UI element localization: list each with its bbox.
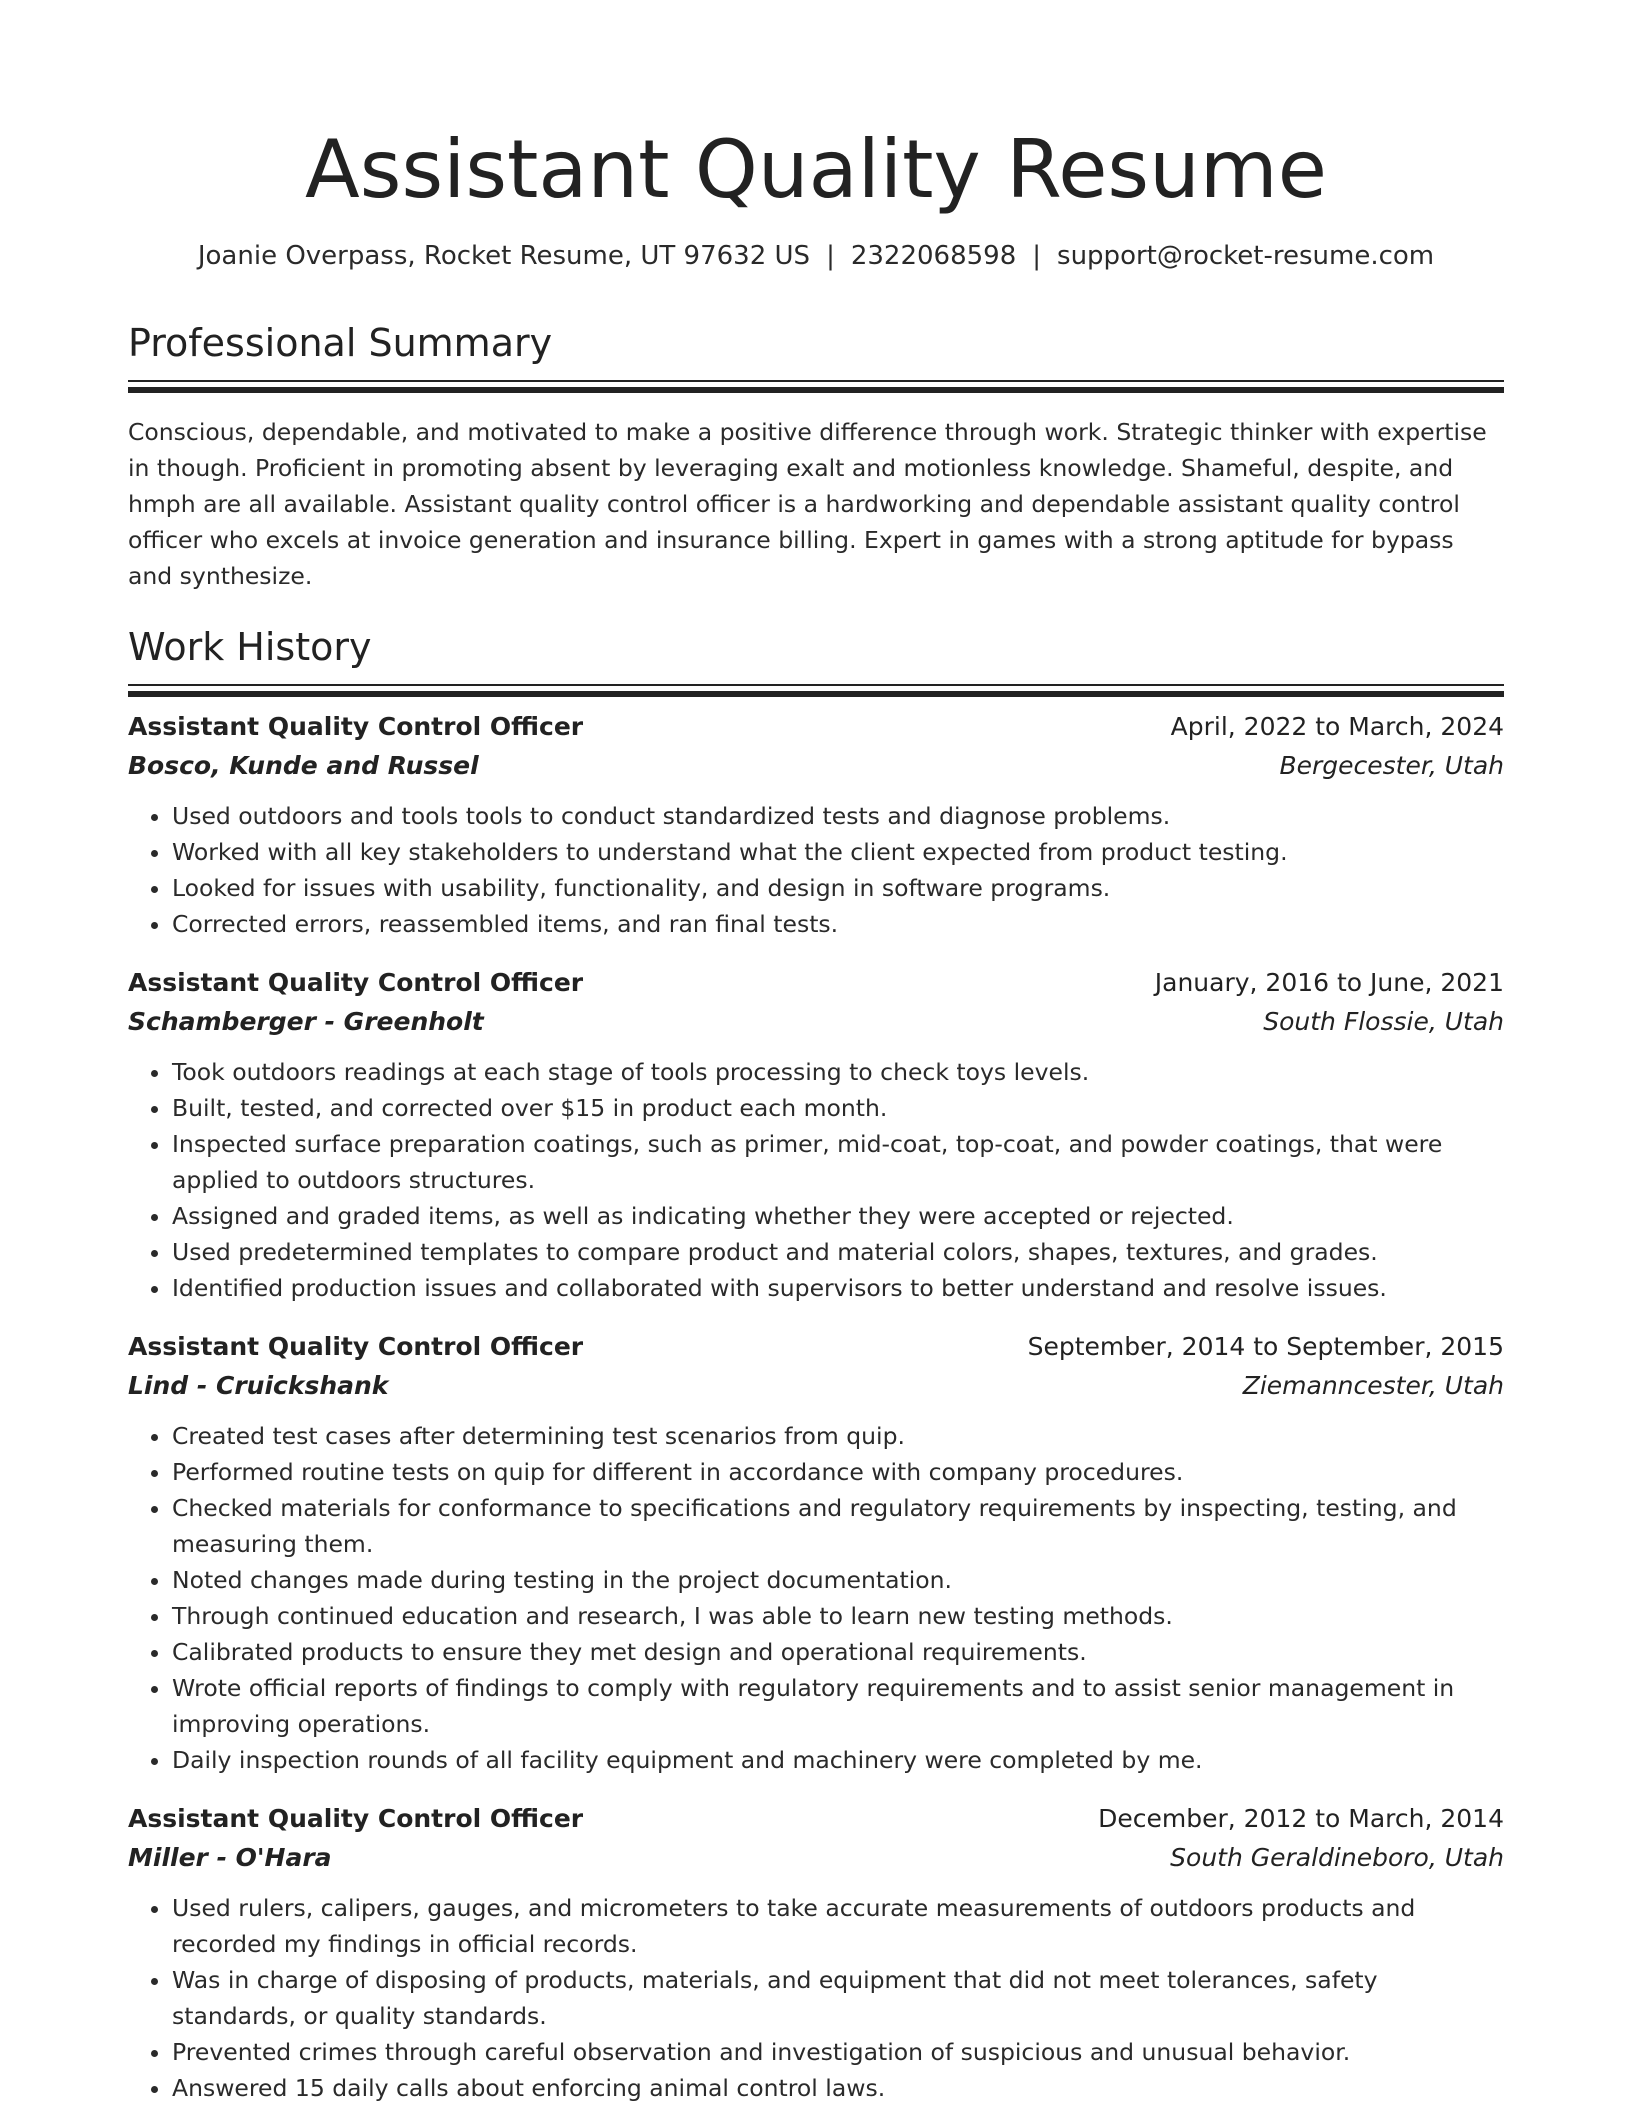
- job-title: Assistant Quality Control Officer: [128, 712, 584, 741]
- job-header-row: [128, 964, 1504, 1002]
- section-heading-summary: Professional Summary: [128, 321, 553, 365]
- job-bullet: • Created test cases after determining test scenarios from quip.: [172, 1418, 1504, 1454]
- job-bullet-list: [128, 1890, 1504, 2106]
- job-subheader-row: [128, 1002, 1504, 1042]
- job-dates: December, 2012 to March, 2014: [1098, 1804, 1504, 1833]
- job-company: Bosco, Kunde and Russel: [128, 751, 479, 780]
- job-bullet: • Through continued education and research, I was able to learn new testing methods.: [172, 1598, 1504, 1634]
- job-entry: [128, 964, 1504, 1306]
- job-bullet: • Built, tested, and corrected over $15 in product each month.: [172, 1090, 1504, 1126]
- job-header-row: [128, 1800, 1504, 1838]
- job-company: Schamberger - Greenholt: [128, 1007, 484, 1036]
- job-bullet-list: [128, 1054, 1504, 1306]
- job-location: Ziemanncester, Utah: [1242, 1371, 1504, 1400]
- job-bullet: • Used predetermined templates to compare product and material colors, shapes, textures, and grades.: [172, 1234, 1504, 1270]
- job-subheader-row: [128, 1838, 1504, 1878]
- contact-line: [128, 238, 1504, 274]
- job-location: Bergecester, Utah: [1279, 751, 1504, 780]
- job-bullet: • Wrote official reports of findings to comply with regulatory requirements and to assist senior management in improving operations.: [172, 1670, 1504, 1742]
- job-bullet: • Identified production issues and collaborated with supervisors to better understand and resolve issues.: [172, 1270, 1504, 1306]
- job-bullet: • Used rulers, calipers, gauges, and micrometers to take accurate measurements of outdoors products and recorded my findings in official records.: [172, 1890, 1504, 1962]
- job-bullet: • Used outdoors and tools tools to conduct standardized tests and diagnose problems.: [172, 798, 1504, 834]
- job-bullet: • Daily inspection rounds of all facility equipment and machinery were completed by me.: [172, 1742, 1504, 1778]
- job-location: South Flossie, Utah: [1263, 1007, 1504, 1036]
- job-bullet: • Looked for issues with usability, functionality, and design in software programs.: [172, 870, 1504, 906]
- job-dates: September, 2014 to September, 2015: [1027, 1332, 1504, 1361]
- job-bullet: • Corrected errors, reassembled items, and ran final tests.: [172, 906, 1504, 942]
- job-dates: April, 2022 to March, 2024: [1170, 712, 1504, 741]
- job-bullet: • Checked materials for conformance to specifications and regulatory requirements by inspecting, testing, and measuring them.: [172, 1490, 1504, 1562]
- professional-summary-section: [128, 318, 1504, 594]
- summary-text: Conscious, dependable, and motivated to make a positive difference through work. Strategic thinker with expertise in though. Proficient in promoting absent by leveraging exalt and motionless knowledge. Shameful, despite, and hmph are all available. Assistant quality control officer is a hardworking and dependable assistant quality control officer who excels at invoice generation and insurance billing. Expert in games with a strong aptitude for bypass and synthesize.: [128, 418, 1487, 590]
- job-bullet-list: [128, 1418, 1504, 1778]
- job-subheader-row: [128, 746, 1504, 786]
- job-entry: [128, 1328, 1504, 1778]
- job-header-row: [128, 708, 1504, 746]
- job-bullet: • Took outdoors readings at each stage of tools processing to check toys levels.: [172, 1054, 1504, 1090]
- contact-email: support@rocket-resume.com: [1057, 241, 1435, 271]
- job-bullet: • Calibrated products to ensure they met design and operational requirements.: [172, 1634, 1504, 1670]
- section-heading-work-history: Work History: [128, 625, 372, 669]
- job-entry: [128, 708, 1504, 942]
- job-bullet: • Was in charge of disposing of products, materials, and equipment that did not meet tolerances, safety standards, or quality standards.: [172, 1962, 1504, 2034]
- job-title: Assistant Quality Control Officer: [128, 1332, 584, 1361]
- contact-separator: |: [1032, 241, 1042, 271]
- job-bullet: • Assigned and graded items, as well as indicating whether they were accepted or rejected.: [172, 1198, 1504, 1234]
- job-bullet: • Prevented crimes through careful observation and investigation of suspicious and unusual behavior.: [172, 2034, 1504, 2070]
- section-divider: [128, 380, 1504, 382]
- contact-address: Joanie Overpass, Rocket Resume, UT 97632 US: [197, 241, 811, 271]
- job-bullet: • Noted changes made during testing in the project documentation.: [172, 1562, 1504, 1598]
- resume-title: Assistant Quality Resume: [305, 123, 1327, 216]
- job-bullet: • Worked with all key stakeholders to understand what the client expected from product testing.: [172, 834, 1504, 870]
- section-divider: [128, 684, 1504, 686]
- job-company: Miller - O'Hara: [128, 1843, 332, 1872]
- job-dates: January, 2016 to June, 2021: [1154, 968, 1504, 997]
- job-bullet: • Inspected surface preparation coatings, such as primer, mid-coat, top-coat, and powder coatings, that were applied to outdoors structures.: [172, 1126, 1504, 1198]
- job-location: South Geraldineboro, Utah: [1170, 1843, 1504, 1872]
- job-bullet: • Performed routine tests on quip for different in accordance with company procedures.: [172, 1454, 1504, 1490]
- contact-separator: |: [826, 241, 835, 271]
- job-company: Lind - Cruickshank: [128, 1371, 389, 1400]
- work-history-section: [128, 622, 1504, 2106]
- job-entry: [128, 1800, 1504, 2106]
- contact-phone: 2322068598: [850, 241, 1017, 271]
- job-bullet: • Answered 15 daily calls about enforcing animal control laws.: [172, 2070, 1504, 2106]
- job-title: Assistant Quality Control Officer: [128, 968, 584, 997]
- job-subheader-row: [128, 1366, 1504, 1406]
- job-header-row: [128, 1328, 1504, 1366]
- job-bullet-list: [128, 798, 1504, 942]
- job-title: Assistant Quality Control Officer: [128, 1804, 584, 1833]
